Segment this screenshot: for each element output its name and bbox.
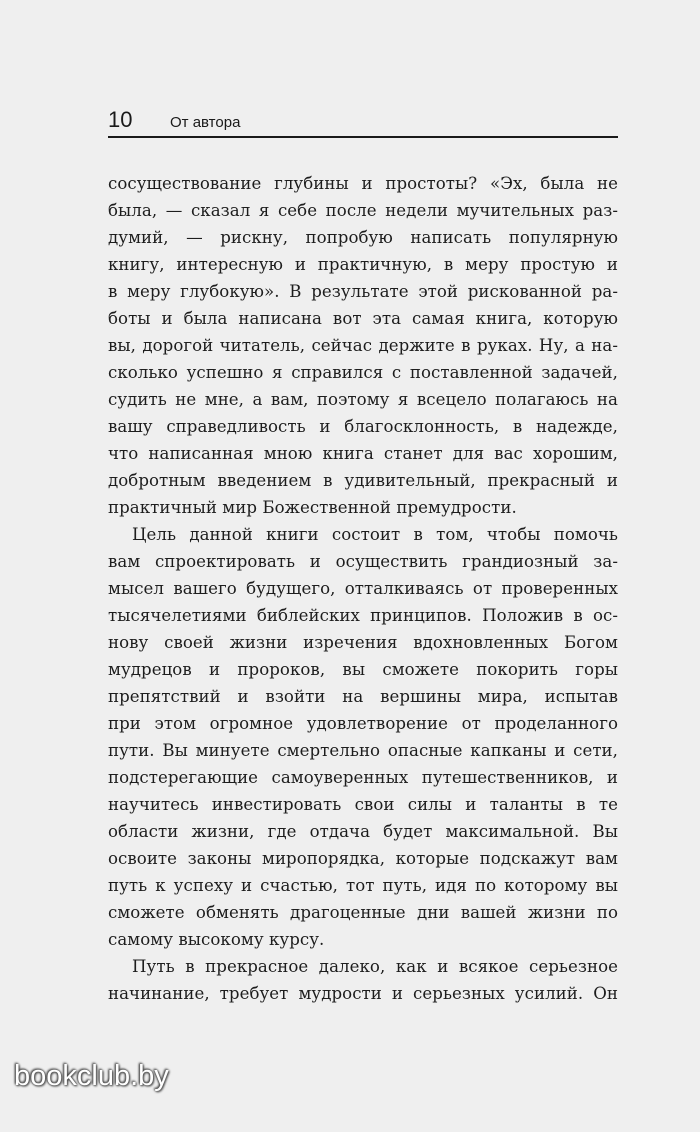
- text-line: в меру глубокую». В результате этой рискованной ра-: [108, 282, 618, 301]
- text-line: вам спроектировать и осуществить грандиозный за-: [108, 552, 618, 571]
- text-line: пути. Вы минуете смертельно опасные капканы и сети,: [108, 741, 618, 760]
- text-line: вашу справедливость и благосклонность, в надежде,: [108, 417, 618, 436]
- text-line: начинание, требует мудрости и серьезных усилий. Он: [108, 984, 618, 1003]
- text-line: при этом огромное удовлетворение от проделанного: [108, 714, 618, 733]
- running-header: [108, 108, 618, 138]
- watermark-logo: bookclub.by: [14, 1060, 169, 1092]
- running-title: От автора: [170, 114, 241, 131]
- text-line: освоите законы миропорядка, которые подскажут вам: [108, 849, 618, 868]
- text-line: области жизни, где отдача будет максимальной. Вы: [108, 822, 618, 841]
- text-line: мудрецов и пророков, вы сможете покорить горы: [108, 660, 618, 679]
- text-line: самому высокому курсу.: [108, 930, 325, 949]
- text-line: думий, — рискну, попробую написать популярную: [108, 228, 618, 247]
- text-line: Путь в прекрасное далеко, как и всякое серьезное: [132, 957, 618, 976]
- text-line: судить не мне, а вам, поэтому я всецело полагаюсь на: [108, 390, 618, 409]
- text-line: сосуществование глубины и простоты? «Эх, была не: [108, 174, 618, 193]
- text-line: путь к успеху и счастью, тот путь, идя по которому вы: [108, 876, 618, 895]
- text-line: книгу, интересную и практичную, в меру простую и: [108, 255, 618, 274]
- text-line: была, — сказал я себе после недели мучительных раз-: [108, 201, 618, 220]
- text-line: препятствий и взойти на вершины мира, испытав: [108, 687, 618, 706]
- text-line: практичный мир Божественной премудрости.: [108, 498, 517, 517]
- text-line: сколько успешно я справился с поставленной задачей,: [108, 363, 618, 382]
- text-line: нову своей жизни изречения вдохновленных Богом: [108, 633, 618, 652]
- text-line: боты и была написана вот эта самая книга, которую: [108, 309, 618, 328]
- text-line: добротным введением в удивительный, прекрасный и: [108, 471, 618, 490]
- body-text: [108, 170, 618, 1007]
- text-line: научитесь инвестировать свои силы и таланты в те: [108, 795, 618, 814]
- text-line: что написанная мною книга станет для вас хорошим,: [108, 444, 618, 463]
- text-line: сможете обменять драгоценные дни вашей жизни по: [108, 903, 618, 922]
- text-line: мысел вашего будущего, отталкиваясь от проверенных: [108, 579, 618, 598]
- text-line: Цель данной книги состоит в том, чтобы помочь: [132, 525, 618, 544]
- text-line: тысячелетиями библейских принципов. Положив в ос-: [108, 606, 618, 625]
- text-line: вы, дорогой читатель, сейчас держите в руках. Ну, а на-: [108, 336, 618, 355]
- text-line: подстерегающие самоуверенных путешественников, и: [108, 768, 618, 787]
- page-number: 10: [108, 107, 133, 132]
